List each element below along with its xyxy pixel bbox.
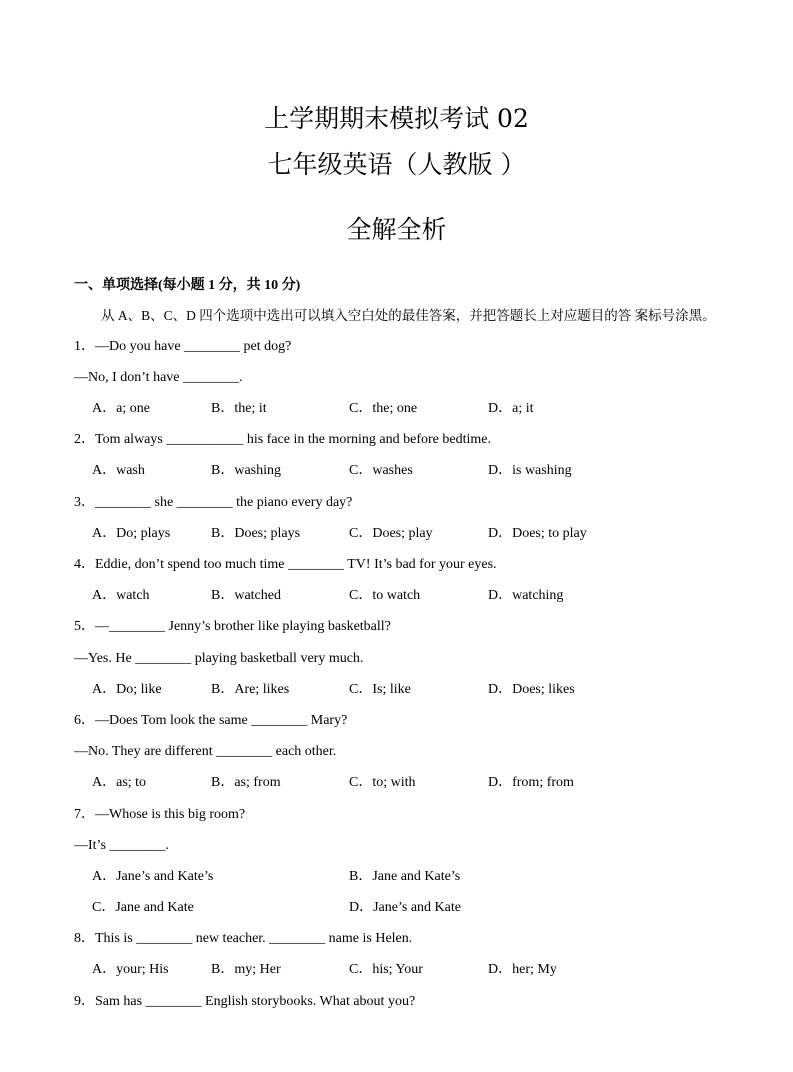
question-8-option-a: A．your; His <box>92 962 169 977</box>
question-1-option-d: D．a; it <box>488 401 534 416</box>
exam-title: 上学期期末模拟考试 02 <box>264 104 529 133</box>
question-7-option-d: D．Jane’s and Kate <box>349 900 461 915</box>
question-8-option-c: C．his; Your <box>349 962 423 977</box>
question-5-option-c: C．Is; like <box>349 682 411 697</box>
question-5-stem: 5．—________ Jenny’s brother like playing basketball? <box>74 619 391 634</box>
question-3-option-a: A．Do; plays <box>92 526 171 541</box>
question-3-stem: 3．________ she ________ the piano every day? <box>74 495 353 510</box>
section-instructions: 从 A、B、C、D 四个选项中选出可以填入空白处的最佳答案，并把答题长上对应题目的答 案标号涂黑。 <box>101 308 716 323</box>
question-6-stem: 6．—Does Tom look the same ________ Mary? <box>74 713 348 728</box>
question-2-option-a: A．wash <box>92 463 145 478</box>
answer-key-title: 全解全析 <box>346 215 447 244</box>
exam-subtitle: 七年级英语（人教版 ） <box>267 150 526 179</box>
question-1-option-c: C．the; one <box>349 401 418 416</box>
question-6-option-a: A．as; to <box>92 775 147 790</box>
question-6-option-c: C．to; with <box>349 775 416 790</box>
question-3-option-b: B．Does; plays <box>211 526 301 541</box>
question-5-reply: —Yes. He ________ playing basketball very much. <box>74 651 364 666</box>
question-6-option-b: B．as; from <box>211 775 281 790</box>
question-1-option-b: B．the; it <box>211 401 267 416</box>
question-3-option-c: C．Does; play <box>349 526 433 541</box>
question-4-option-b: B．watched <box>211 588 281 603</box>
question-1-option-a: A．a; one <box>92 401 150 416</box>
question-2-option-d: D．is washing <box>488 463 572 478</box>
question-8-stem: 8．This is ________ new teacher. ________ name is Helen. <box>74 931 413 946</box>
question-5-option-d: D．Does; likes <box>488 682 575 697</box>
section-heading: 一、单项选择(每小题 1 分，共 10 分) <box>74 278 301 293</box>
question-7-option-a: A．Jane’s and Kate’s <box>92 869 214 884</box>
question-4-option-c: C．to watch <box>349 588 421 603</box>
question-7-option-b: B．Jane and Kate’s <box>349 869 461 884</box>
question-2-option-b: B．washing <box>211 463 281 478</box>
question-5-option-b: B．Are; likes <box>211 682 290 697</box>
question-4-option-d: D．watching <box>488 588 564 603</box>
question-7-reply: —It’s ________. <box>74 838 169 853</box>
question-6-option-d: D．from; from <box>488 775 574 790</box>
question-3-option-d: D．Does; to play <box>488 526 587 541</box>
question-1-stem: 1．—Do you have ________ pet dog? <box>74 339 292 354</box>
question-1-reply: —No, I don’t have ________. <box>74 370 243 385</box>
question-2-option-c: C．washes <box>349 463 413 478</box>
question-2-stem: 2．Tom always ___________ his face in the morning and before bedtime. <box>74 432 491 447</box>
question-9-stem: 9．Sam has ________ English storybooks. What about you? <box>74 994 416 1009</box>
question-5-option-a: A．Do; like <box>92 682 162 697</box>
question-7-option-c: C．Jane and Kate <box>92 900 194 915</box>
question-6-reply: —No. They are different ________ each other. <box>74 744 337 759</box>
question-4-option-a: A．watch <box>92 588 150 603</box>
question-7-stem: 7．—Whose is this big room? <box>74 807 246 822</box>
question-8-option-b: B．my; Her <box>211 962 281 977</box>
question-4-stem: 4．Eddie, don’t spend too much time ________ TV! It’s bad for your eyes. <box>74 557 497 572</box>
question-8-option-d: D．her; My <box>488 962 557 977</box>
